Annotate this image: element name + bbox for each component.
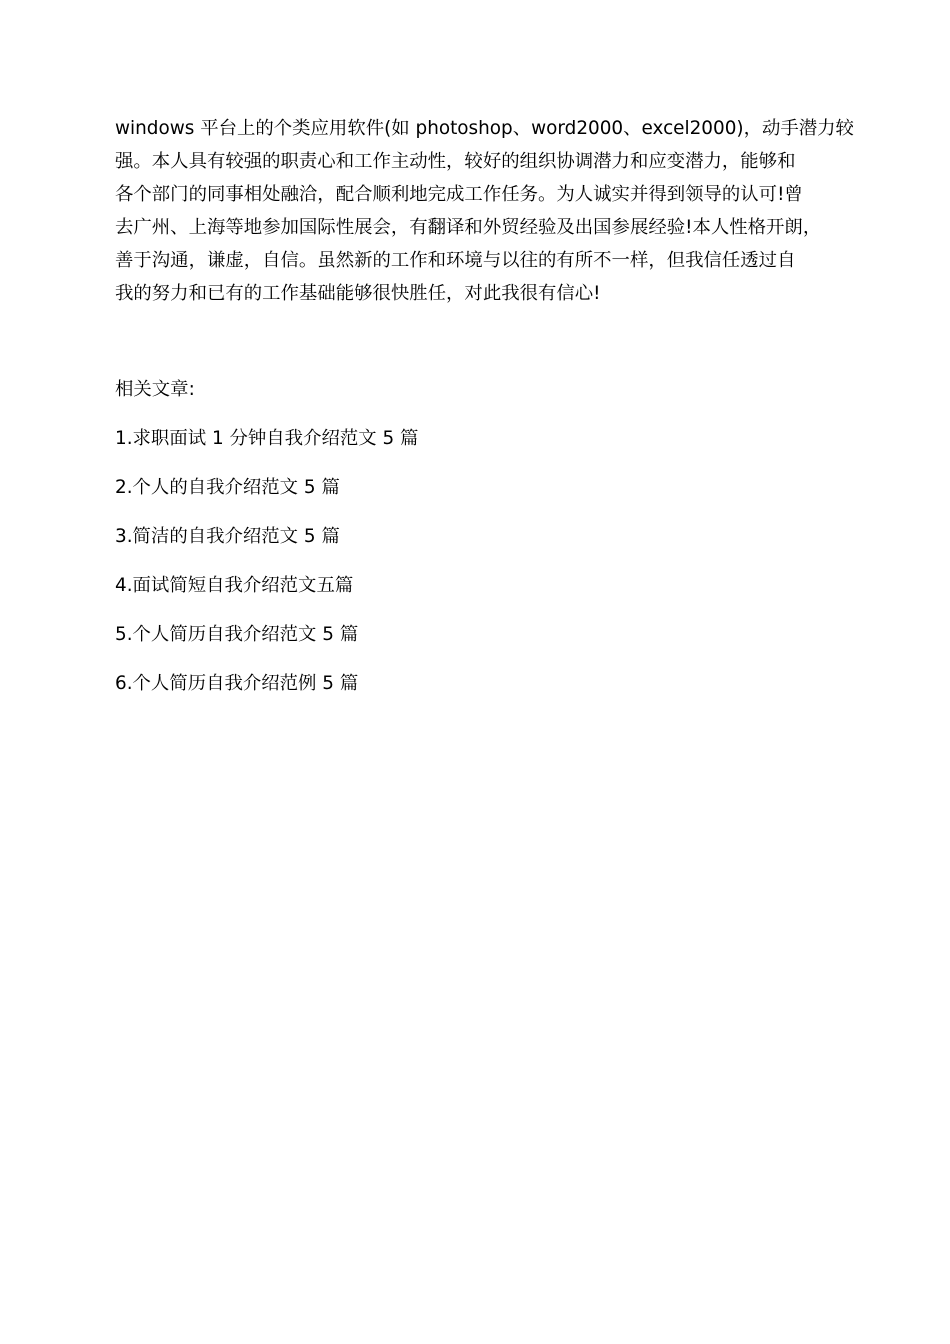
paragraph-line: 各个部门的同事相处融洽，配合顺利地完成工作任务。为人诚实并得到领导的认可!曾: [115, 184, 803, 205]
body-paragraph: [115, 112, 854, 310]
paragraph-line: 强。本人具有较强的职责心和工作主动性，较好的组织协调潜力和应变潜力，能够和: [115, 151, 796, 172]
paragraph-line: 善于沟通，谦虚，自信。虽然新的工作和环境与以往的有所不一样，但我信任透过自: [115, 250, 796, 271]
related-article-link[interactable]: 1.求职面试 1 分钟自我介绍范文 5 篇: [115, 428, 419, 449]
paragraph-line: 我的努力和已有的工作基础能够很快胜任，对此我很有信心!: [115, 283, 601, 304]
related-article-link[interactable]: 2.个人的自我介绍范文 5 篇: [115, 477, 340, 498]
related-article-link[interactable]: 3.简洁的自我介绍范文 5 篇: [115, 526, 340, 547]
related-articles-list: [115, 424, 418, 718]
related-articles-heading: 相关文章:: [115, 379, 195, 400]
related-article-link[interactable]: 4.面试简短自我介绍范文五篇: [115, 575, 354, 596]
related-article-link[interactable]: 5.个人简历自我介绍范文 5 篇: [115, 624, 359, 645]
paragraph-line: windows 平台上的个类应用软件(如 photoshop、word2000、excel2000)，动手潜力较: [115, 118, 854, 139]
paragraph-line: 去广州、上海等地参加国际性展会，有翻译和外贸经验及出国参展经验!本人性格开朗，: [115, 217, 822, 238]
related-article-link[interactable]: 6.个人简历自我介绍范例 5 篇: [115, 673, 359, 694]
